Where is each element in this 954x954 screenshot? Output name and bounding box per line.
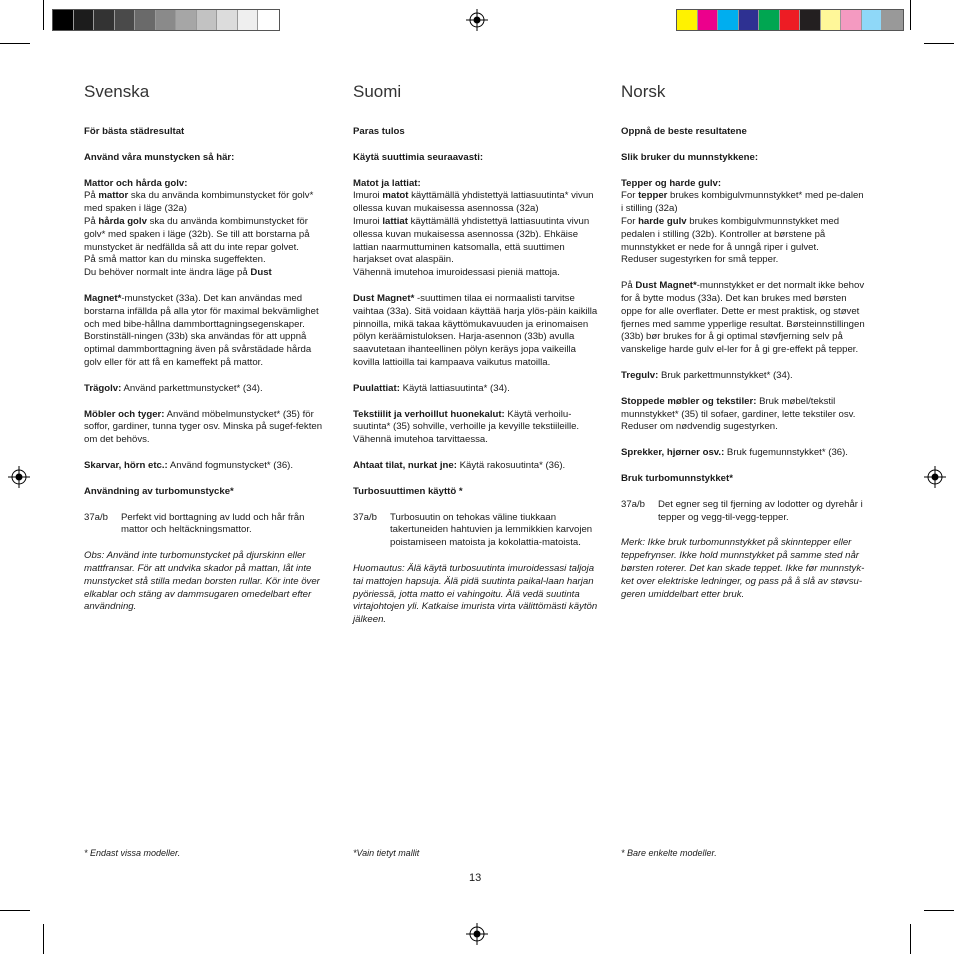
color-swatch	[94, 10, 115, 30]
subheading: Oppnå de beste resultatene	[621, 126, 747, 137]
section-heading: Svenska	[84, 82, 150, 101]
paragraph: Puulattiat: Käytä lattiasuutinta* (34).	[353, 382, 510, 394]
color-swatch	[780, 10, 801, 30]
figure-reference: 37a/b Turbosuutin on tehokas väline tiukkaan takertuneiden hahtuvien ja lemmikkien karvojen poistamiseen matoista ja kokolattia-matoista.	[353, 511, 593, 549]
color-swatch	[841, 10, 862, 30]
registration-mark-icon	[466, 9, 488, 31]
footnote: * Endast vissa modeller.	[84, 848, 181, 858]
paragraph: Tepper og harde gulv: For tepper brukes kombigulvmunnstykket* med pe-dalen i stilling (32a) For harde gulv brukes kombigulvmunnstykket med pedalen i stilling (32b). Kontroller at børstene på munnstykket er nede for å unngå riper i gulvet. Reduser sugestyrken for små tepper.	[621, 177, 864, 266]
footnote: * Bare enkelte modeller.	[621, 848, 717, 858]
color-swatch	[197, 10, 218, 30]
paragraph: Tekstiilit ja verhoillut huonekalut: Käytä verhoilu-suutinta* (35) sohville, verhoille ja kevyille tekstiileille. Vähennä imutehoa tarvittaessa.	[353, 408, 580, 446]
color-swatch	[821, 10, 842, 30]
paragraph: Tregulv: Bruk parkettmunnstykket* (34).	[621, 369, 793, 381]
grayscale-color-bar	[52, 9, 280, 31]
color-swatch	[759, 10, 780, 30]
subheading: Käytä suuttimia seuraavasti:	[353, 151, 484, 163]
registration-mark-icon	[924, 466, 946, 488]
color-swatch	[800, 10, 821, 30]
color-swatch	[135, 10, 156, 30]
crop-mark	[924, 910, 954, 911]
color-swatch	[739, 10, 760, 30]
column-swedish	[84, 82, 330, 627]
section-heading: Norsk	[621, 82, 666, 101]
color-swatch	[74, 10, 95, 30]
crop-mark	[43, 924, 44, 954]
color-swatch	[882, 10, 903, 30]
paragraph: Möbler och tyger: Använd möbelmunstycket* (35) för soffor, gardiner, tunna tyger osv. Minska på sugef-fekten om det behövs.	[84, 408, 323, 446]
crop-mark	[924, 43, 954, 44]
subheading: Bruk turbomunnstykket*	[621, 472, 733, 484]
color-swatch	[862, 10, 883, 30]
subheading: Turbosuuttimen käyttö *	[353, 485, 463, 497]
registration-mark-icon	[466, 923, 488, 945]
crop-mark	[910, 0, 911, 30]
paragraph: På Dust Magnet*-munnstykket er det normalt ikke behov for å bytte modus (33a). Det kan brukes med børsten oppe for alle overflater. Dette er mest praktisk, og støvet fjernes med samme ypperlige resultat. Børsteinnstillingen (33b) bør brukes for å gi optimal støvfjerning selv på vanskelige harde gulv el-ler for å gi gre-effekt på tepper.	[621, 280, 865, 356]
note: Merk: Ikke bruk turbomunnstykket på skinntepper eller teppefrynser. Ikke hold munnstykket på samme sted når børsten roterer. Det kan skade teppet. Ikke før munnstyk-ket over elektriske ledninger, og pass på å slå av støvsu-geren umiddelbart etter bruk.	[621, 537, 865, 600]
crop-mark	[910, 924, 911, 954]
subheading: Användning av turbomunstycke*	[84, 485, 234, 497]
process-color-bar	[676, 9, 904, 31]
color-swatch	[718, 10, 739, 30]
paragraph: Magnet*-munstycket (33a). Det kan användas med borstarna infällda på alla ytor för maximal bekvämlighet och med bibe-hållna dammborttagningsegenskaper. Borstinställ-ningen (33b) ska användas för att uppnå optimal dammborttagning även på svårstädade hårda golv eller för att få en kameffekt på mattor.	[84, 292, 319, 368]
subheading: Slik bruker du munnstykkene:	[621, 151, 759, 163]
paragraph: Dust Magnet* -suuttimen tilaa ei normaalisti tarvitse vaihtaa (33a). Sitä voidaan käyttää harja ylös-päin kaikilla pinnoilla, mikä takaa käyttömukavuuden ja erinomaisen pölyn keräämistuloksen. Harja-asennon (33b) avulla saavutetaan ihanteellinen pölyn keräys jopa vaikeilla kovilla lattioilla tai kampaava vaikutus matoilla.	[353, 292, 598, 368]
paragraph: Matot ja lattiat: Imuroi matot käyttämällä yhdistettyä lattiasuutinta* vivun ollessa kuvan mukaisessa asennossa (32a) Imuroi lattiat käyttämällä yhdistettyä lattiasuutinta vivun ollessa kuvan mukaisessa asennossa (32b). Ehkäise lattian naarmuttuminen katsomalla, että suuttimen harjakset ovat alaspäin. Vähennä imutehoa imuroidessasi pieniä mattoja.	[353, 177, 594, 279]
paragraph: Stoppede møbler og tekstiler: Bruk møbel/tekstil munnstykket* (35) til sofaer, gardiner, lette tekstiler osv. Reduser om nødvendig sugestyrken.	[621, 395, 856, 433]
footnote: *Vain tietyt mallit	[353, 848, 420, 858]
subheading: För bästa städresultat	[84, 126, 185, 137]
paragraph: Trägolv: Använd parkettmunstycket* (34).	[84, 382, 263, 394]
registration-mark-icon	[8, 466, 30, 488]
color-swatch	[217, 10, 238, 30]
paragraph: Ahtaat tilat, nurkat jne: Käytä rakosuutinta* (36).	[353, 459, 566, 471]
note: Obs: Använd inte turbomunstycket på djurskinn eller mattfransar. För att undvika skador på mattan, låt inte munstycket stå stilla medan borsten rullar. Kör inte över elkablar och stäng av dammsugaren omedelbart efter användning.	[84, 550, 320, 613]
color-swatch	[677, 10, 698, 30]
paragraph: Skarvar, hörn etc.: Använd fogmunstycket* (36).	[84, 459, 294, 471]
section-heading: Suomi	[353, 82, 402, 101]
color-swatch	[258, 10, 279, 30]
color-swatch	[115, 10, 136, 30]
color-swatch	[176, 10, 197, 30]
color-swatch	[238, 10, 259, 30]
crop-mark	[0, 910, 30, 911]
figure-reference: 37a/b Perfekt vid borttagning av ludd och hår från mattor och heltäckningsmattor.	[84, 511, 305, 536]
paragraph: Sprekker, hjørner osv.: Bruk fugemunnstykket* (36).	[621, 447, 848, 459]
color-swatch	[53, 10, 74, 30]
figure-reference: 37a/b Det egner seg til fjerning av lodotter og dyrehår i tepper og vegg-til-vegg-tepper.	[621, 498, 863, 523]
paragraph: Mattor och hårda golv: På mattor ska du använda kombimunstycket för golv* med spaken i läge (32a) På hårda golv ska du använda kombimunstycket för golv* med spaken i läge (32b). Se till att borstarna på munstycket är nedfällda så att du inte repar golvet. På små mattor kan du minska sugeffekten. Du behöver normalt inte ändra läge på Dust	[84, 177, 314, 279]
crop-mark	[0, 43, 30, 44]
subheading: Använd våra munstycken så här:	[84, 151, 235, 163]
subheading: Paras tulos	[353, 126, 405, 137]
page-number: 13	[469, 872, 482, 884]
color-swatch	[698, 10, 719, 30]
crop-mark	[43, 0, 44, 30]
column-norwegian	[621, 82, 867, 614]
note: Huomautus: Älä käytä turbosuutinta imuroidessasi taljoja tai mattojen hapsuja. Älä pidä suutinta paikal-laan harjan pyöriessä, jotta matto ei vahingoitu. Älä vedä suutinta virtajohtojen yli. Katkaise imurista virta välittömästi käytön jälkeen.	[353, 562, 598, 626]
color-swatch	[156, 10, 177, 30]
column-finnish	[353, 82, 599, 640]
